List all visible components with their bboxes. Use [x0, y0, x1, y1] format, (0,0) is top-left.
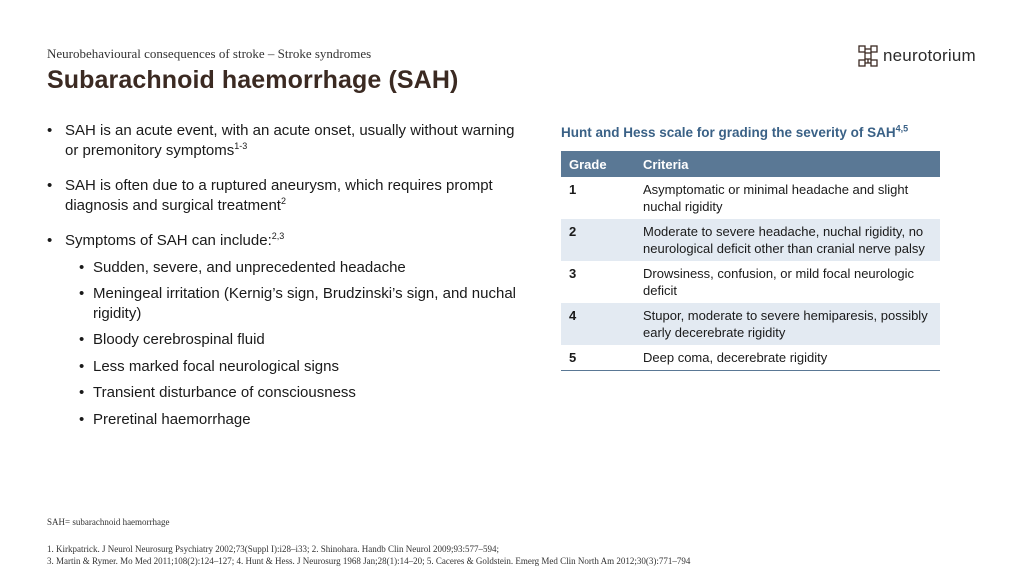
- citation: 2,3: [271, 231, 285, 241]
- criteria-cell: Drowsiness, confusion, or mild focal neurologic deficit: [643, 266, 914, 298]
- criteria-cell: Deep coma, decerebrate rigidity: [635, 345, 940, 371]
- sub-list-item: • Preretinal haemorrhage: [65, 410, 517, 430]
- reference-line: 3. Martin & Rymer. Mo Med 2011;108(2):124–127; 4. Hunt & Hess. J Neurosurg 1968 Jan;28(1):14–20; 5. Caceres & Goldstein. Emerg Med Clin North Am 2012;30(3):771–794: [47, 556, 691, 566]
- references: [47, 543, 690, 567]
- list-item: [47, 121, 517, 160]
- logo: [857, 44, 976, 68]
- column-header-criteria: Criteria: [635, 151, 940, 177]
- citation: 1-3: [234, 140, 248, 151]
- criteria-cell: Moderate to severe headache, nuchal rigidity, no neurological deficit other than cranial nerve palsy: [635, 219, 940, 261]
- column-header-grade: Grade: [561, 151, 635, 177]
- citation: 2: [280, 195, 286, 206]
- table-row: [561, 345, 940, 371]
- grade-cell: 5: [561, 345, 635, 371]
- table-row: [561, 261, 940, 303]
- criteria-cell: Stupor, moderate to severe hemiparesis, possibly early decerebrate rigidity: [635, 303, 940, 345]
- brain-logo-icon: [857, 44, 879, 68]
- abbreviation-note: SAH= subarachnoid haemorrhage: [47, 517, 170, 527]
- reference-line: 1. Kirkpatrick. J Neurol Neurosurg Psychiatry 2002;73(Suppl I):i28–i33; 2. Shinohara. Handb Clin Neurol 2009;93:577–594;: [47, 544, 500, 554]
- table-row: [561, 219, 940, 261]
- page-title: Subarachnoid haemorrhage (SAH): [47, 66, 459, 94]
- grade-cell: 3: [569, 266, 577, 281]
- list-item: [47, 176, 517, 215]
- list-item: [47, 231, 517, 429]
- grade-cell: 4: [561, 303, 635, 345]
- grade-cell: 2: [561, 219, 635, 261]
- logo-text: neurotorium: [883, 46, 976, 65]
- sub-list-item: • Less marked focal neurological signs: [65, 357, 517, 377]
- table-title-text: Hunt and Hess scale for grading the severity of SAH: [561, 125, 896, 140]
- table-row: [561, 303, 940, 345]
- sub-list-item: • Meningeal irritation (Kernig’s sign, Brudzinski’s sign, and nuchal rigidity): [65, 284, 517, 323]
- bullet-list: [47, 121, 517, 445]
- table-header-row: [561, 151, 940, 177]
- bullet-text: SAH is often due to a ruptured aneurysm, which requires prompt diagnosis and surgical treatment: [65, 177, 493, 214]
- breadcrumb: Neurobehavioural consequences of stroke – Stroke syndromes: [47, 46, 372, 61]
- table-row: [561, 177, 940, 219]
- citation: 4,5: [895, 123, 909, 134]
- sub-list-item: • Sudden, severe, and unprecedented headache: [65, 258, 517, 278]
- sub-list-item: • Bloody cerebrospinal fluid: [65, 330, 517, 350]
- hunt-hess-table: [561, 151, 940, 371]
- grade-cell: 1: [569, 182, 577, 197]
- bullet-text: Symptoms of SAH can include:: [65, 232, 272, 249]
- sub-list-item: • Transient disturbance of consciousness: [65, 383, 517, 403]
- bullet-text: SAH is an acute event, with an acute onset, usually without warning or premonitory symptoms: [65, 122, 515, 159]
- table-title: [561, 125, 908, 140]
- criteria-cell: Asymptomatic or minimal headache and slight nuchal rigidity: [643, 182, 909, 214]
